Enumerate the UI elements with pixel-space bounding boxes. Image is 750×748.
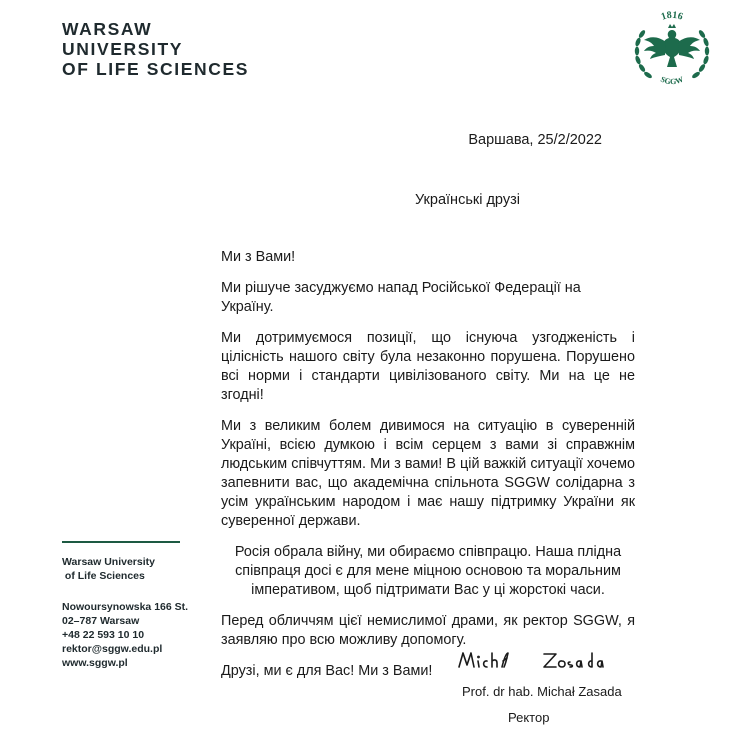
svg-text:1816: 1816 (659, 9, 685, 23)
svg-text:SGGW: SGGW (659, 74, 685, 87)
sidebar-email: rektor@sggw.edu.pl (62, 643, 163, 655)
sidebar-name-line-1: Warsaw University (62, 556, 155, 568)
sidebar-contact (62, 555, 222, 670)
sidebar-city: 02–787 Warsaw (62, 615, 140, 627)
letter-body (221, 248, 635, 693)
paragraph: Ми з великим болем дивимося на ситуацію в суверенній Україні, всією думкою і всім серцем з вами зі справжнім людським співчуттям. Ми з вами! В цій важкій ситуації хочемо запевнити вас, що академічна спільнота SGGW солідарна з усім українським народом і має нашу підтримку України як суверенної держави. (221, 418, 635, 529)
sidebar-website: www.sggw.pl (62, 657, 128, 669)
paragraph: Перед обличчям цієї немислимої драми, як ректор SGGW, я заявляю про всю можливу допомогу. (221, 613, 635, 648)
eagle-seal-icon (628, 6, 716, 94)
paragraph: Росія обрала війну, ми обираємо співпрацю. Наша плідна співпраця досі є для мене міцною основою та моральним імперативом, щоб підтримати Вас у ці жорстокі часи. (234, 544, 622, 598)
signer-name: Prof. dr hab. Michał Zasada (462, 684, 622, 699)
sidebar-phone: +48 22 593 10 10 (62, 629, 145, 641)
paragraph: Ми дотримуємося позиції, що існуюча узгодженість і цілісність нашого світу була незаконно порушена. Порушено всі норми і стандарти цивілізованого світу. Ми на це не згодні! (221, 330, 635, 403)
paragraph: Ми з Вами! (221, 249, 296, 265)
paragraph: Друзі, ми є для Вас! Ми з Вами! (221, 663, 433, 679)
university-name-line-1: WARSAW (62, 19, 153, 39)
letter-salutation: Українські друзі (415, 192, 520, 208)
university-name (62, 19, 249, 79)
university-name-line-2: UNIVERSITY (62, 39, 184, 59)
letter-date: Варшава, 25/2/2022 (468, 132, 602, 148)
sidebar-divider (62, 541, 180, 543)
paragraph: Ми рішуче засуджуємо напад Російської Федерації на Україну. (221, 280, 581, 315)
signer-role: Ректор (508, 710, 550, 725)
university-name-line-3: OF LIFE SCIENCES (62, 59, 250, 79)
sidebar-name-line-2: of Life Sciences (62, 570, 145, 582)
handwritten-signature (456, 645, 636, 677)
sidebar-address: Nowoursynowska 166 St. (62, 601, 189, 613)
